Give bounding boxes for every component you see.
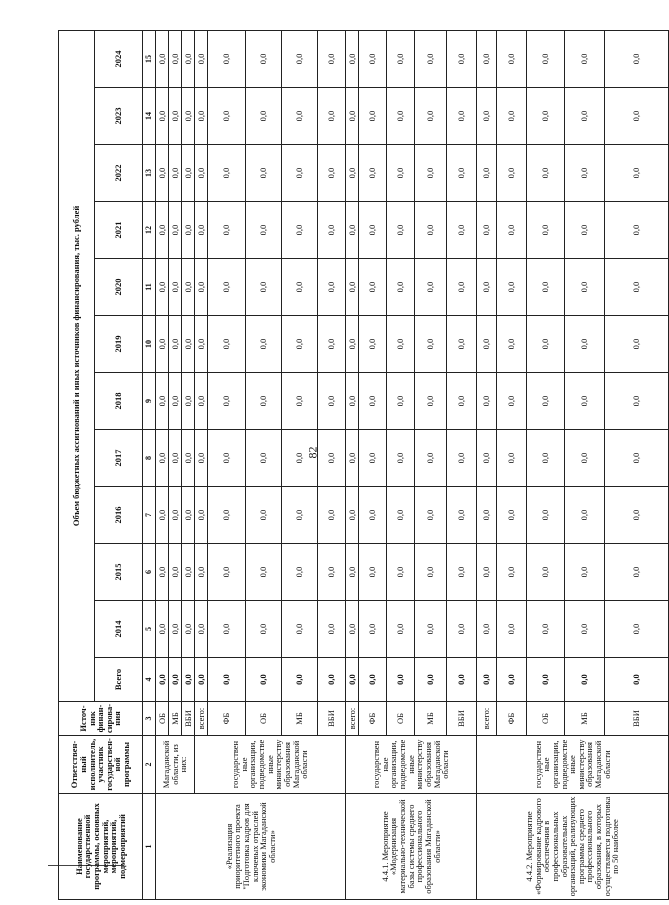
year-value-cell: 0,0 — [415, 145, 447, 202]
year-value-cell: 0,0 — [246, 430, 282, 487]
year-value-cell: 0,0 — [195, 30, 208, 87]
column-index: 6 — [143, 544, 156, 601]
column-index: 13 — [143, 145, 156, 202]
year-value-cell: 0,0 — [447, 544, 477, 601]
header-name: Наименование государственной программы, основных мероприятий, мероприятий, подмероприятий — [59, 794, 143, 900]
column-index: 2 — [143, 736, 156, 794]
year-value-cell: 0,0 — [208, 487, 246, 544]
year-value-cell: 0,0 — [169, 544, 182, 601]
year-value-cell: 0,0 — [415, 202, 447, 259]
total-cell: 0,0 — [359, 658, 387, 702]
column-index: 5 — [143, 601, 156, 658]
column-index: 11 — [143, 259, 156, 316]
year-value-cell: 0,0 — [318, 601, 346, 658]
source-cell: ВБИ — [318, 702, 346, 736]
total-cell: 0,0 — [415, 658, 447, 702]
year-value-cell: 0,0 — [359, 88, 387, 145]
year-value-cell: 0,0 — [208, 601, 246, 658]
column-index: 9 — [143, 373, 156, 430]
year-value-cell: 0,0 — [387, 145, 415, 202]
year-value-cell: 0,0 — [282, 316, 318, 373]
program-name-cell: «Реализация приоритетного проекта "Подготовка кадров для ключевых отраслей экономики Магаданской области» — [156, 794, 346, 900]
total-cell: 0,0 — [195, 658, 208, 702]
year-value-cell: 0,0 — [318, 259, 346, 316]
year-value-cell: 0,0 — [447, 259, 477, 316]
year-value-cell: 0,0 — [318, 373, 346, 430]
year-value-cell: 0,0 — [282, 601, 318, 658]
year-value-cell: 0,0 — [246, 316, 282, 373]
year-value-cell: 0,0 — [195, 373, 208, 430]
year-value-cell: 0,0 — [195, 202, 208, 259]
header-year: 2022 — [95, 145, 143, 202]
year-value-cell: 0,0 — [156, 601, 169, 658]
header-year: 2020 — [95, 259, 143, 316]
year-value-cell: 0,0 — [477, 202, 497, 259]
year-value-cell: 0,0 — [527, 373, 565, 430]
year-value-cell: 0,0 — [346, 544, 359, 601]
source-cell: ВБИ — [447, 702, 477, 736]
year-value-cell: 0,0 — [497, 316, 527, 373]
year-value-cell: 0,0 — [415, 487, 447, 544]
year-value-cell: 0,0 — [195, 259, 208, 316]
year-value-cell: 0,0 — [387, 544, 415, 601]
year-value-cell: 0,0 — [565, 259, 605, 316]
year-value-cell: 0,0 — [387, 316, 415, 373]
year-value-cell: 0,0 — [497, 544, 527, 601]
budget-table-rotated — [58, 30, 642, 900]
year-value-cell: 0,0 — [156, 487, 169, 544]
total-cell: 0,0 — [182, 658, 195, 702]
year-value-cell: 0,0 — [208, 316, 246, 373]
header-funding-group: Объем бюджетных ассигнований и иных источников финансирования, тыс. рублей — [59, 30, 95, 701]
executor-cell: Магаданской области, из них: — [156, 736, 195, 794]
year-value-cell: 0,0 — [415, 544, 447, 601]
year-value-cell: 0,0 — [527, 601, 565, 658]
year-value-cell: 0,0 — [246, 601, 282, 658]
total-cell: 0,0 — [282, 658, 318, 702]
year-value-cell: 0,0 — [565, 544, 605, 601]
header-year: 2019 — [95, 316, 143, 373]
year-value-cell: 0,0 — [318, 430, 346, 487]
year-value-cell: 0,0 — [195, 487, 208, 544]
source-cell: ВБИ — [182, 702, 195, 736]
header-total: Всего — [95, 658, 143, 702]
year-value-cell: 0,0 — [246, 544, 282, 601]
executor-cell: государствен ные организации, подведомстве нные министерству образования Магаданской области — [477, 736, 669, 794]
year-value-cell: 0,0 — [156, 544, 169, 601]
total-cell: 0,0 — [387, 658, 415, 702]
year-value-cell: 0,0 — [208, 430, 246, 487]
year-value-cell: 0,0 — [605, 259, 669, 316]
year-value-cell: 0,0 — [208, 145, 246, 202]
source-cell: МБ — [565, 702, 605, 736]
column-index: 14 — [143, 88, 156, 145]
year-value-cell: 0,0 — [605, 430, 669, 487]
year-value-cell: 0,0 — [346, 145, 359, 202]
year-value-cell: 0,0 — [477, 30, 497, 87]
year-value-cell: 0,0 — [156, 316, 169, 373]
year-value-cell: 0,0 — [605, 316, 669, 373]
year-value-cell: 0,0 — [156, 373, 169, 430]
year-value-cell: 0,0 — [195, 88, 208, 145]
year-value-cell: 0,0 — [387, 88, 415, 145]
year-value-cell: 0,0 — [605, 601, 669, 658]
year-value-cell: 0,0 — [282, 145, 318, 202]
year-value-cell: 0,0 — [195, 145, 208, 202]
year-value-cell: 0,0 — [527, 544, 565, 601]
year-value-cell: 0,0 — [359, 601, 387, 658]
year-value-cell: 0,0 — [527, 430, 565, 487]
table-row — [156, 30, 169, 899]
year-value-cell: 0,0 — [156, 430, 169, 487]
year-value-cell: 0,0 — [565, 430, 605, 487]
year-value-cell: 0,0 — [246, 202, 282, 259]
year-value-cell: 0,0 — [497, 88, 527, 145]
year-value-cell: 0,0 — [477, 373, 497, 430]
executor-cell: государствен ные организации, подведомстве нные министерству образования Магаданской области — [346, 736, 477, 794]
year-value-cell: 0,0 — [527, 30, 565, 87]
year-value-cell: 0,0 — [208, 373, 246, 430]
year-value-cell: 0,0 — [447, 373, 477, 430]
year-value-cell: 0,0 — [497, 145, 527, 202]
year-value-cell: 0,0 — [246, 259, 282, 316]
year-value-cell: 0,0 — [387, 430, 415, 487]
source-cell: МБ — [169, 702, 182, 736]
year-value-cell: 0,0 — [605, 145, 669, 202]
source-cell: МБ — [282, 702, 318, 736]
header-year: 2016 — [95, 487, 143, 544]
header-executor: Ответствен-ный исполнитель, участник государствен-ной программы — [59, 736, 143, 794]
column-index: 4 — [143, 658, 156, 702]
column-index: 15 — [143, 30, 156, 87]
year-value-cell: 0,0 — [447, 202, 477, 259]
header-year: 2015 — [95, 544, 143, 601]
year-value-cell: 0,0 — [565, 487, 605, 544]
year-value-cell: 0,0 — [415, 601, 447, 658]
header-year: 2017 — [95, 430, 143, 487]
total-cell: 0,0 — [169, 658, 182, 702]
year-value-cell: 0,0 — [359, 145, 387, 202]
year-value-cell: 0,0 — [565, 145, 605, 202]
column-index: 3 — [143, 702, 156, 736]
year-value-cell: 0,0 — [605, 487, 669, 544]
year-value-cell: 0,0 — [415, 316, 447, 373]
year-value-cell: 0,0 — [182, 145, 195, 202]
year-value-cell: 0,0 — [318, 487, 346, 544]
year-value-cell: 0,0 — [208, 259, 246, 316]
total-cell: 0,0 — [156, 658, 169, 702]
year-value-cell: 0,0 — [359, 487, 387, 544]
year-value-cell: 0,0 — [346, 487, 359, 544]
year-value-cell: 0,0 — [195, 544, 208, 601]
year-value-cell: 0,0 — [527, 202, 565, 259]
executor-cell: государствен ные организации, подведомстве нные министерству образования Магаданской области — [195, 736, 346, 794]
year-value-cell: 0,0 — [477, 544, 497, 601]
year-value-cell: 0,0 — [169, 30, 182, 87]
table-row — [346, 30, 359, 899]
source-cell: ФБ — [497, 702, 527, 736]
year-value-cell: 0,0 — [387, 601, 415, 658]
year-value-cell: 0,0 — [169, 487, 182, 544]
year-value-cell: 0,0 — [359, 202, 387, 259]
year-value-cell: 0,0 — [282, 259, 318, 316]
year-value-cell: 0,0 — [387, 202, 415, 259]
year-value-cell: 0,0 — [208, 30, 246, 87]
year-value-cell: 0,0 — [447, 30, 477, 87]
year-value-cell: 0,0 — [565, 601, 605, 658]
year-value-cell: 0,0 — [359, 544, 387, 601]
source-cell: ОБ — [246, 702, 282, 736]
total-cell: 0,0 — [246, 658, 282, 702]
source-cell: ФБ — [208, 702, 246, 736]
year-value-cell: 0,0 — [246, 88, 282, 145]
year-value-cell: 0,0 — [169, 316, 182, 373]
budget-table — [58, 30, 669, 900]
year-value-cell: 0,0 — [497, 373, 527, 430]
source-cell: ОБ — [527, 702, 565, 736]
year-value-cell: 0,0 — [447, 145, 477, 202]
year-value-cell: 0,0 — [497, 202, 527, 259]
year-value-cell: 0,0 — [169, 601, 182, 658]
year-value-cell: 0,0 — [477, 88, 497, 145]
year-value-cell: 0,0 — [346, 202, 359, 259]
source-cell: всего: — [195, 702, 208, 736]
column-index: 7 — [143, 487, 156, 544]
year-value-cell: 0,0 — [156, 88, 169, 145]
year-value-cell: 0,0 — [246, 487, 282, 544]
header-year: 2018 — [95, 373, 143, 430]
year-value-cell: 0,0 — [447, 88, 477, 145]
source-cell: всего: — [477, 702, 497, 736]
year-value-cell: 0,0 — [246, 30, 282, 87]
total-cell: 0,0 — [447, 658, 477, 702]
year-value-cell: 0,0 — [359, 430, 387, 487]
year-value-cell: 0,0 — [415, 30, 447, 87]
year-value-cell: 0,0 — [282, 430, 318, 487]
year-value-cell: 0,0 — [169, 202, 182, 259]
year-value-cell: 0,0 — [497, 259, 527, 316]
year-value-cell: 0,0 — [605, 88, 669, 145]
year-value-cell: 0,0 — [182, 202, 195, 259]
year-value-cell: 0,0 — [605, 373, 669, 430]
year-value-cell: 0,0 — [359, 259, 387, 316]
year-value-cell: 0,0 — [477, 316, 497, 373]
year-value-cell: 0,0 — [415, 259, 447, 316]
year-value-cell: 0,0 — [282, 544, 318, 601]
year-value-cell: 0,0 — [318, 316, 346, 373]
year-value-cell: 0,0 — [282, 373, 318, 430]
year-value-cell: 0,0 — [346, 259, 359, 316]
table-row — [477, 30, 497, 899]
year-value-cell: 0,0 — [527, 487, 565, 544]
year-value-cell: 0,0 — [208, 202, 246, 259]
year-value-cell: 0,0 — [605, 30, 669, 87]
source-cell: ОБ — [156, 702, 169, 736]
year-value-cell: 0,0 — [169, 259, 182, 316]
year-value-cell: 0,0 — [156, 30, 169, 87]
total-cell: 0,0 — [346, 658, 359, 702]
year-value-cell: 0,0 — [182, 373, 195, 430]
year-value-cell: 0,0 — [182, 430, 195, 487]
year-value-cell: 0,0 — [477, 259, 497, 316]
year-value-cell: 0,0 — [565, 316, 605, 373]
year-value-cell: 0,0 — [447, 487, 477, 544]
year-value-cell: 0,0 — [497, 430, 527, 487]
year-value-cell: 0,0 — [477, 487, 497, 544]
year-value-cell: 0,0 — [156, 202, 169, 259]
year-value-cell: 0,0 — [282, 30, 318, 87]
column-index: 8 — [143, 430, 156, 487]
year-value-cell: 0,0 — [169, 373, 182, 430]
year-value-cell: 0,0 — [318, 145, 346, 202]
column-index: 1 — [143, 794, 156, 900]
source-cell: МБ — [415, 702, 447, 736]
table-row — [195, 30, 208, 899]
year-value-cell: 0,0 — [477, 145, 497, 202]
year-value-cell: 0,0 — [605, 544, 669, 601]
year-value-cell: 0,0 — [565, 30, 605, 87]
source-cell: ОБ — [387, 702, 415, 736]
year-value-cell: 0,0 — [387, 373, 415, 430]
year-value-cell: 0,0 — [318, 202, 346, 259]
year-value-cell: 0,0 — [182, 601, 195, 658]
source-cell: всего: — [346, 702, 359, 736]
year-value-cell: 0,0 — [282, 202, 318, 259]
year-value-cell: 0,0 — [169, 430, 182, 487]
year-value-cell: 0,0 — [565, 373, 605, 430]
column-index: 12 — [143, 202, 156, 259]
year-value-cell: 0,0 — [182, 544, 195, 601]
year-value-cell: 0,0 — [246, 145, 282, 202]
year-value-cell: 0,0 — [447, 601, 477, 658]
year-value-cell: 0,0 — [359, 373, 387, 430]
year-value-cell: 0,0 — [565, 88, 605, 145]
year-value-cell: 0,0 — [359, 316, 387, 373]
year-value-cell: 0,0 — [195, 430, 208, 487]
program-name-cell: 4.4.1. Мероприятие «Модернизация материально-технической базы системы среднего профессионального образования Магаданской области» — [346, 794, 477, 900]
year-value-cell: 0,0 — [527, 259, 565, 316]
header-source: Источ-ник финан-сирова-ния — [59, 702, 143, 736]
year-value-cell: 0,0 — [346, 373, 359, 430]
year-value-cell: 0,0 — [169, 145, 182, 202]
total-cell: 0,0 — [208, 658, 246, 702]
total-cell: 0,0 — [565, 658, 605, 702]
year-value-cell: 0,0 — [182, 30, 195, 87]
year-value-cell: 0,0 — [387, 259, 415, 316]
year-value-cell: 0,0 — [527, 316, 565, 373]
total-cell: 0,0 — [497, 658, 527, 702]
year-value-cell: 0,0 — [497, 30, 527, 87]
year-value-cell: 0,0 — [497, 487, 527, 544]
source-cell: ВБИ — [605, 702, 669, 736]
year-value-cell: 0,0 — [415, 88, 447, 145]
year-value-cell: 0,0 — [477, 430, 497, 487]
header-year: 2014 — [95, 601, 143, 658]
column-index: 10 — [143, 316, 156, 373]
year-value-cell: 0,0 — [318, 30, 346, 87]
year-value-cell: 0,0 — [497, 601, 527, 658]
year-value-cell: 0,0 — [318, 88, 346, 145]
year-value-cell: 0,0 — [169, 88, 182, 145]
year-value-cell: 0,0 — [415, 430, 447, 487]
page-number: 82 — [305, 446, 320, 458]
year-value-cell: 0,0 — [182, 88, 195, 145]
year-value-cell: 0,0 — [387, 30, 415, 87]
year-value-cell: 0,0 — [195, 601, 208, 658]
header-year: 2023 — [95, 88, 143, 145]
year-value-cell: 0,0 — [195, 316, 208, 373]
program-name-cell: 4.4.2. Мероприятие «Формирование кадрового обеспечения в профессиональных образовательных организаций, реализующих программы среднего профессионального образования, в которых осуществляется подготовка по 50 наиболее — [477, 794, 669, 900]
year-value-cell: 0,0 — [527, 88, 565, 145]
year-value-cell: 0,0 — [208, 88, 246, 145]
year-value-cell: 0,0 — [447, 316, 477, 373]
year-value-cell: 0,0 — [282, 88, 318, 145]
year-value-cell: 0,0 — [346, 88, 359, 145]
year-value-cell: 0,0 — [605, 202, 669, 259]
year-value-cell: 0,0 — [415, 373, 447, 430]
header-year: 2024 — [95, 30, 143, 87]
year-value-cell: 0,0 — [346, 601, 359, 658]
total-cell: 0,0 — [527, 658, 565, 702]
header-year: 2021 — [95, 202, 143, 259]
year-value-cell: 0,0 — [477, 601, 497, 658]
year-value-cell: 0,0 — [156, 145, 169, 202]
year-value-cell: 0,0 — [346, 430, 359, 487]
year-value-cell: 0,0 — [282, 487, 318, 544]
total-cell: 0,0 — [605, 658, 669, 702]
year-value-cell: 0,0 — [182, 316, 195, 373]
year-value-cell: 0,0 — [359, 30, 387, 87]
year-value-cell: 0,0 — [565, 202, 605, 259]
year-value-cell: 0,0 — [246, 373, 282, 430]
year-value-cell: 0,0 — [182, 259, 195, 316]
year-value-cell: 0,0 — [447, 430, 477, 487]
total-cell: 0,0 — [477, 658, 497, 702]
total-cell: 0,0 — [318, 658, 346, 702]
year-value-cell: 0,0 — [318, 544, 346, 601]
year-value-cell: 0,0 — [387, 487, 415, 544]
year-value-cell: 0,0 — [346, 30, 359, 87]
year-value-cell: 0,0 — [182, 487, 195, 544]
year-value-cell: 0,0 — [208, 544, 246, 601]
year-value-cell: 0,0 — [527, 145, 565, 202]
year-value-cell: 0,0 — [156, 259, 169, 316]
source-cell: ФБ — [359, 702, 387, 736]
year-value-cell: 0,0 — [346, 316, 359, 373]
